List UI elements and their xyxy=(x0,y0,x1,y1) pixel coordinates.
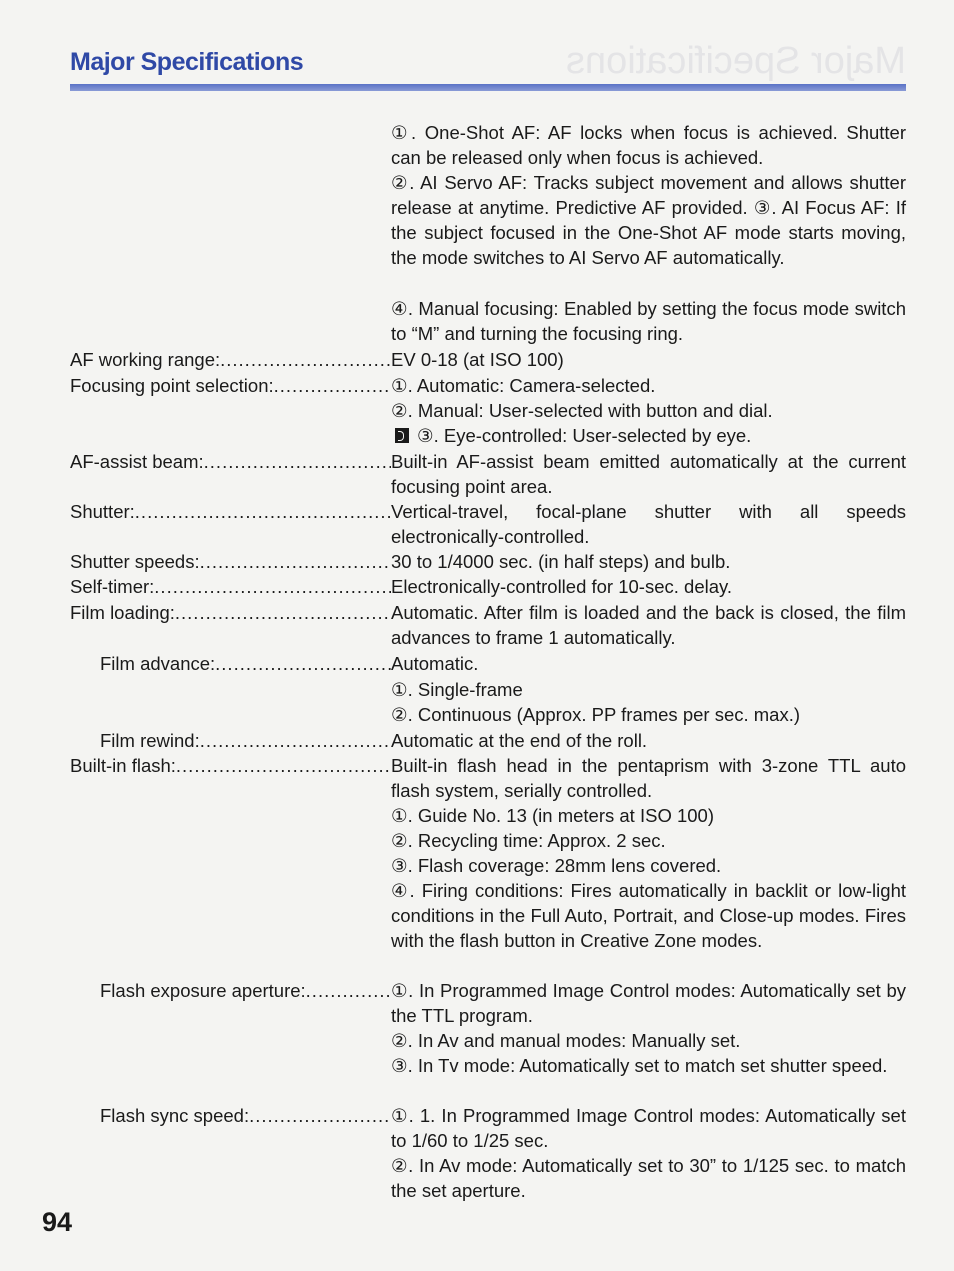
af-mode-ai-servo: ②. AI Servo AF: Tracks subject movement and allows shutter release at anytime. Predictive AF provided. ③. AI Focus AF: If the subject focused in the One-Shot AF mode starts moving, the mode switches to AI Servo AF automatically. xyxy=(391,172,906,268)
spec-label-self-timer: Self-timer: ..... xyxy=(70,574,391,599)
title-underline xyxy=(70,84,906,91)
spec-value-shutter-speeds: 30 to 1/4000 sec. (in half steps) and bulb. xyxy=(391,551,731,572)
spec-value-focus-point-2: ②. Manual: User-selected with button and dial. xyxy=(391,400,773,421)
spec-value-af-range: EV 0-18 (at ISO 100) xyxy=(391,349,564,370)
spec-value-film-rewind: Automatic at the end of the roll. xyxy=(391,730,648,751)
spec-label-shutter: Shutter: ..... xyxy=(70,499,391,524)
spec-value-focus-point-3-row xyxy=(395,423,751,448)
spec-value-flash-aperture-2: ②. In Av and manual modes: Manually set. xyxy=(391,1030,741,1051)
spec-value-flash-2: ②. Recycling time: Approx. 2 sec. xyxy=(391,830,666,851)
spec-value-flash-aperture-3: ③. In Tv mode: Automatically set to match set shutter speed. xyxy=(391,1055,888,1076)
spec-label-flash: Built-in flash: ..... xyxy=(70,753,391,778)
spec-value-flash: Built-in flash head in the pentaprism with 3-zone TTL auto flash system, serially controlled. xyxy=(391,755,906,801)
spec-label-shutter-speeds: Shutter speeds: ..... xyxy=(70,549,391,574)
spec-value-focus-point-3: ③. Eye-controlled: User-selected by eye. xyxy=(417,425,752,446)
spec-value-flash-sync-2: ②. In Av mode: Automatically set to 30” to 1/125 sec. to match the set aperture. xyxy=(391,1155,906,1201)
spec-value-self-timer: Electronically-controlled for 10-sec. delay. xyxy=(391,576,733,597)
spec-value-flash-3: ③. Flash coverage: 28mm lens covered. xyxy=(391,855,722,876)
spec-value-film-advance: Automatic. xyxy=(391,653,479,674)
af-mode-one-shot: ①. One-Shot AF: AF locks when focus is achieved. Shutter can be released only when focus is achieved. xyxy=(391,122,906,168)
spec-label-af-range: AF working range: ..... xyxy=(70,347,391,372)
spec-value-flash-sync-1: ①. 1. In Programmed Image Control modes: Automatically set to 1/60 to 1/25 sec. xyxy=(391,1105,906,1151)
af-mode-manual: ④. Manual focusing: Enabled by setting the focus mode switch to “M” and turning the focusing ring. xyxy=(391,298,906,344)
bleed-through-text: Major Specifications xyxy=(565,40,906,82)
spec-value-af-assist: Built-in AF-assist beam emitted automatically at the current focusing point area. xyxy=(391,451,906,497)
spec-value-film-advance-2: ②. Continuous (Approx. PP frames per sec. max.) xyxy=(391,704,801,725)
page-number: 94 xyxy=(42,1207,73,1237)
spec-value-film-loading: Automatic. After film is loaded and the back is closed, the film advances to frame 1 automatically. xyxy=(391,602,906,648)
spec-label-film-advance: Film advance: ..... xyxy=(100,651,391,676)
spec-label-flash-aperture: Flash exposure aperture: ..... xyxy=(100,978,391,1003)
spec-label-flash-sync: Flash sync speed: ..... xyxy=(100,1103,391,1128)
eye-control-icon xyxy=(395,428,409,443)
spec-value-focus-point-1: ①. Automatic: Camera-selected. xyxy=(391,375,656,396)
spec-label-film-rewind: Film rewind: ..... xyxy=(100,728,391,753)
spec-value-flash-4: ④. Firing conditions: Fires automatically in backlit or low-light conditions in the Full Auto, Portrait, and Close-up modes. Fires with the flash button in Creative Zone modes. xyxy=(391,880,906,951)
spec-label-af-assist: AF-assist beam: ..... xyxy=(70,449,391,474)
spec-value-shutter: Vertical-travel, focal-plane shutter with all speeds electronically-controlled. xyxy=(391,501,906,547)
spec-value-flash-1: ①. Guide No. 13 (in meters at ISO 100) xyxy=(391,805,715,826)
spec-value-film-advance-1: ①. Single-frame xyxy=(391,679,523,700)
spec-value-flash-aperture-1: ①. In Programmed Image Control modes: Automatically set by the TTL program. xyxy=(391,980,906,1026)
page-title: Major Specifications xyxy=(70,48,304,76)
spec-label-film-loading: Film loading: ..... xyxy=(70,600,391,625)
spec-label-focus-point: Focusing point selection: ..... xyxy=(70,373,391,398)
